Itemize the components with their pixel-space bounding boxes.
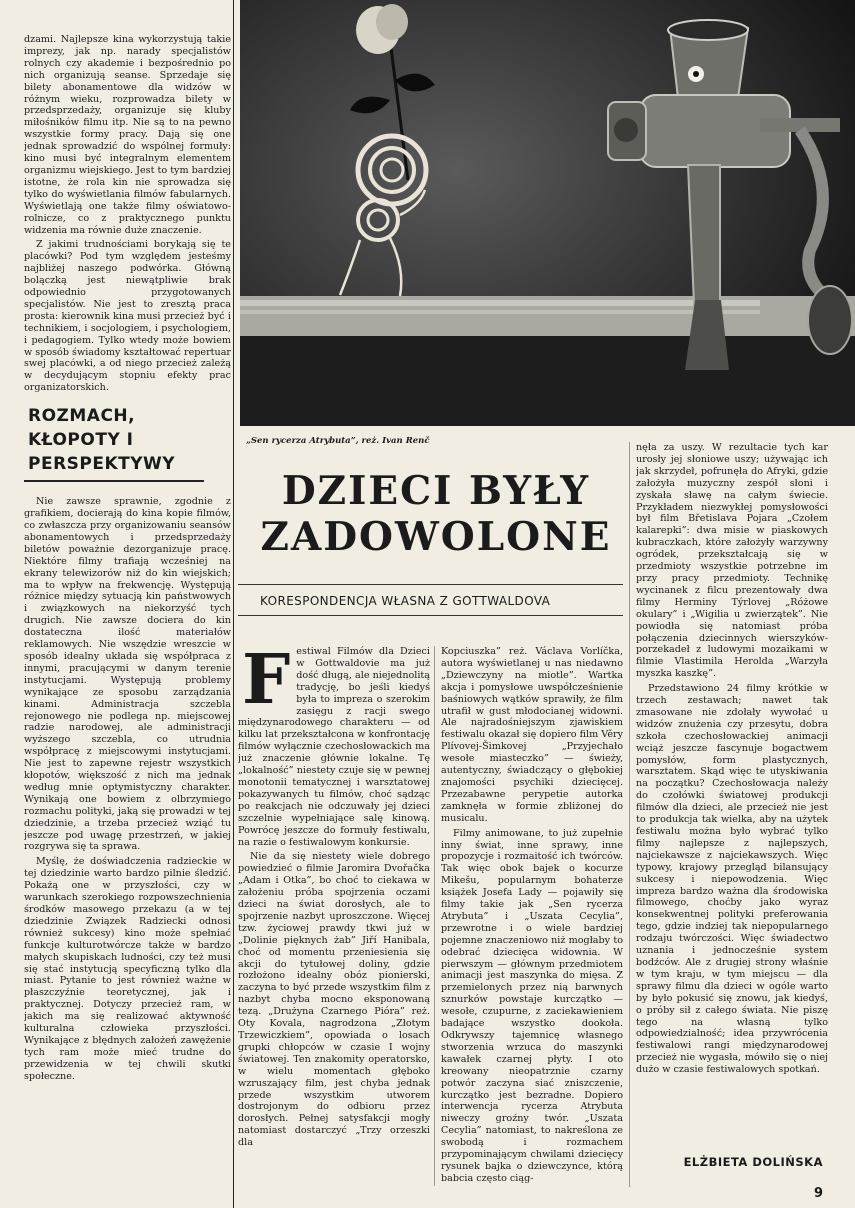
subheading-rule-bottom (238, 615, 623, 616)
left-column (24, 34, 231, 1184)
column-divider (629, 442, 630, 1187)
left-paragraph: dzami. Najlepsze kina wykorzystują takie imprezy, jak np. narady specjalistów rolnych czy akademie i bezpośrednio po nich organizują seanse. Sprzedaje się bilety abonamentowe dla widzów w różnym wieku, rozprowadza bilety w przedsprzedaży, organizuje się kluby miłośników filmu itp. Nie są to na pewno wszystkie formy pracy. Dają się one jednak sprowadzić do wspólnej formuły: kino musi być integralnym elementem organizmu wiejskiego. Jest to tym bardziej istotne, że rola kin nie sprowadza się tylko do wyświetlania filmów fabularnych. Wyświetlają one także filmy oświatowo-rolnicze, co z praktycznego punktu widzenia ma równie duże znaczenie. (24, 34, 231, 236)
article-paragraph: Przedstawiono 24 filmy krótkie w trzech zestawach; nawet tak zmasowane nie zdołały wywołać u widzów znużenia czy przesytu, dobra szkoła czechosłowackiej animacji wciąż jeszcze fascynuje bogactwem pomysłów, form plastycznych, warsztatem. Skąd więc te utyskiwania na początku? Czechosłowacja należy do czołówki światowej produkcji filmów dla dzieci, ale przecież nie jest to produkcja tak wielka, aby na użytek festiwalu można było wybrać tylko filmy najlepsze z najlepszych, najciekawsze z najciekawszych. Więc typowy, krajowy przegląd bilansujący sukcesy i niepowodzenia. Więc impreza bardzo ważna dla środowiska filmowego, choćby jako wyraz konsekwentnej polityki preferowania tego, gdzie indziej tak niepopularnego rodzaju twórczości. Więc świadectwo uznania i jednocześnie system bodźców. Ale z drugiej strony właśnie w tym kraju, w tym miejscu — dla sprawy filmu dla dzieci w ogóle warto by było pokusić się znowu, jak kiedyś, o próby sił z całego świata. Nie piszę tego na własną tylko odpowiedzialność; idea przywrócenia festiwalowi rangi międzynarodowej przecież nie wygasła, mówiło się o niej dużo w czasie festiwalowych spotkań. (636, 683, 828, 1076)
left-paragraph: Nie zawsze sprawnie, zgodnie z grafikiem, docierają do kina kopie filmów, co zwłaszcza przy organizowaniu seansów abonamentowych i przedsprzedaży biletów poważnie dezorganizuje pracę. Niektóre filmy trafiają wcześniej na ekrany telewizorów niż do kin wiejskich; ma to wpływ na frekwencję. Występują różnice między sytuacją kin państwowych i związkowych na niekorzyść tych drugich. Nie zawsze dociera do kin dostateczna ilość materiałów reklamowych. Nie wszędzie wreszcie w sposób idealny układa się współpraca z innymi, pracującymi w danym terenie instytucjami. Występują problemy wynikające ze sposobu zarządzania kinami. Administracja szczebla rejonowego nie podlega np. miejscowej radzie narodowej, ale administracji wyższego szczebla, co utrudnia współpracę z miejscowymi instytucjami. Nie jest to zapewne rejestr wszystkich kłopotów, większość z nich ma jednak według mnie optymistyczny charakter. Wynikają one bowiem z olbrzymiego rozmachu polityki, jaką się prowadzi w tej dziedzinie, a trzeba przecież wziąć tu jeszcze pod uwagę przestrzeń, w jakiej rozgrywa się ta sprawa. (24, 496, 231, 853)
article-column-1 (238, 646, 430, 1186)
section-heading: ROZMACH, KŁOPOTY I PERSPEKTYWY (28, 406, 176, 475)
article-column-3 (636, 442, 828, 1187)
article-column-2 (441, 646, 623, 1186)
author-byline: ELŻBIETA DOLIŃSKA (683, 1155, 823, 1169)
column-divider (233, 0, 234, 1208)
photo-caption: „Sen rycerza Atrybuta”, reż. Ivan Renč (246, 436, 430, 446)
column-divider (434, 646, 435, 1186)
page-number: 9 (813, 1186, 823, 1201)
article-photo (240, 0, 855, 426)
article-paragraph: estiwal Filmów dla Dzieci w Gottwaldovie ma już dość długą, ale niejednolitą tradycję, bo jeśli kiedyś była to impreza o szerokim zasięgu z racji swego międzynarodowego charakteru — od kilku lat przekształcona w konfrontację filmów wyłącznie czechosłowackich ma już znaczenie głównie lokalne. Tę „lokalność” niestety czuje się w pewnej monotonii tematycznej i warsztatowej pokazywanych tu filmów, choć sądząc po reakcjach nie odczuwały jej dzieci szczelnie wypełniające salę kinową. Powrócę jeszcze do formuły festiwalu, na razie o festiwalowym konkursie. (238, 646, 430, 848)
article-subheading: KORESPONDENCJA WŁASNA Z GOTTWALDOVA (260, 594, 551, 608)
left-paragraph: Myślę, że doświadczenia radzieckie w tej dziedzinie warto bardzo pilnie śledzić. Pokażą one w przyszłości, czy w warunkach szerokiego rozpowszechnienia środków masowego przekazu (a w tej dziedzinie Związek Radziecki odnosi również sukcesy) kino może spełniać funkcje kulturotwórcze także w bardzo małych skupiskach ludności, czy też musi się stać instytucją specyficzną tylko dla miast. Pytanie to jest również ważne w płaszczyźnie teoretycznej, jak i praktycznej. Dotyczy przecież ram, w jakich ma się realizować aktywność kulturalna człowieka przyszłości. Wynikające z błędnych założeń zawężenie tych ram może mieć trudne do przewidzenia w tej chwili skutki społeczne. (24, 856, 231, 1082)
section-rule (24, 480, 204, 482)
meat-grinder-illustration (240, 0, 855, 426)
drop-cap: F (242, 646, 291, 720)
left-paragraph: Z jakimi trudnościami borykają się te placówki? Pod tym względem jesteśmy najbliżej naszego podwórka. Główną bolączką jest niewątpliwie brak odpowiednio przygotowanych specjalistów. Nie jest to zresztą praca prosta: kierownik kina musi przecież być i technikiem, i socjologiem, i psychologiem, i pedagogiem. Tylko wtedy może bowiem w sposób świadomy kształtować repertuar swej placówki, a od niego przecież zależą w decydującym stopniu efekty prac organizatorskich. (24, 239, 231, 394)
article-paragraph: nęła za uszy. W rezultacie tych kar urosły jej słoniowe uszy; używając ich jak skrzydeł, pofrunęła do Afryki, gdzie założyła muzyczny zespół słoni i zyskała sławę na całym świecie. Przykładem niezwykłej pomysłowości był film Břetislava Pojara „Czołem kalarepki”: dwa misie w piaskowych kubraczkach, które założyły warzywny ogródek, przekształcają się w przedmioty wszystkie potrzebne im przy pracy przedmioty. Technikę wycinanek z filcu prezentowały dwa filmy Herminy Týrlovej „Różowe okulary” i „Wigilia u zwierzątek”. Nie powiodła się natomiast próba połączenia dziecinnych wierszyków-porzekadeł z ludowymi mozaikami w filmie Vlastimila Herolda „Warzyła myszka kaszkę”. (636, 442, 828, 680)
subheading-block (238, 584, 623, 616)
article-paragraph: Kopciuszka” reż. Václava Vorlíčka, autora wyświetlanej u nas niedawno „Dziewczyny na miotle”. Wartka akcja i pomysłowe uwspółcześnienie baśniowych wątków sprawiły, że film utrafił w gust młodocianej widowni. Ale najradośniejszym zjawiskiem festiwalu okazał się dopiero film Věry Plívovej-Šimkovej „Przyjechało wesołe miasteczko” — świeży, autentyczny, świadczący o głębokiej znajomości psychiki dziecięcej. Przezabawne perypetie autorka zamknęła w formie zbliżonej do musicalu. (441, 646, 623, 824)
article-headline: DZIECI BYŁY ZADOWOLONE (260, 468, 612, 560)
article-paragraph: Filmy animowane, to już zupełnie inny świat, inne sprawy, inne propozycje i rozmaitość ich twórców. Tak więc obok bajek o kocurze Mikešu, popularnym bohaterze książek Josefa Lady — pojawiły się filmy takie jak „Sen rycerza Atrybuta” i „Uszata Cecylia”, przewrotne i o wiele bardziej pojemne znaczeniowo niż mogłaby to odebrać dziecięca widownia. W pierwszym — głównym przedmiotem animacji jest maszynka do mięsa. Z przemielonych przez nią barwnych sznurków powstaje kurczątko — wesołe, czupurne, z zaciekawieniem badające wszystko dookoła. Odkrywszy tajemnicę własnego stworzenia wrzuca do maszynki kawałek czarnej płyty. I oto kreowany nieopatrznie czarny potwór zaczyna siać zniszczenie, kurczątko jest bezradne. Dopiero interwencja rycerza Atrybuta niweczy groźny twór. „Uszata Cecylia” natomiast, to nakreślona ze swobodą i rozmachem przypominającym chwilami dziecięcy rysunek bajka o dziewczynce, którą babcia często ciąg- (441, 827, 623, 1184)
article-paragraph: Nie da się niestety wiele dobrego powiedzieć o filmie Jaromira Dvořačka „Adam i Otka”, bo choć to ciekawa w założeniu próba spojrzenia oczami dzieci na świat dorosłych, ale to spojrzenie nazbyt uproszczone. Więcej tzw. życiowej prawdy tkwi już w „Dolinie pięknych żab” Jiří Hanibala, choć od momentu przeniesienia się akcji do tytułowej doliny, gdzie rozłożono idealny obóz pionierski, zaczyna to być przede wszystkim film z nazbyt chyba mocno eksponowaną tezą. „Drużyna Czarnego Pióra” reż. Oty Kovala, nagrodzona „Złotym Trzewiczkiem”, opowiada o losach grupki chłopców w czasie I wojny światowej. Ten znakomity operatorsko, w wielu momentach głęboko wzruszający film, jest chyba jednak przede wszystkim utworem dostrojonym do odbioru przez dorosłych. Pełnej satysfakcji mogły natomiast dostarczyć „Trzy orzeszki dla (238, 851, 430, 1149)
